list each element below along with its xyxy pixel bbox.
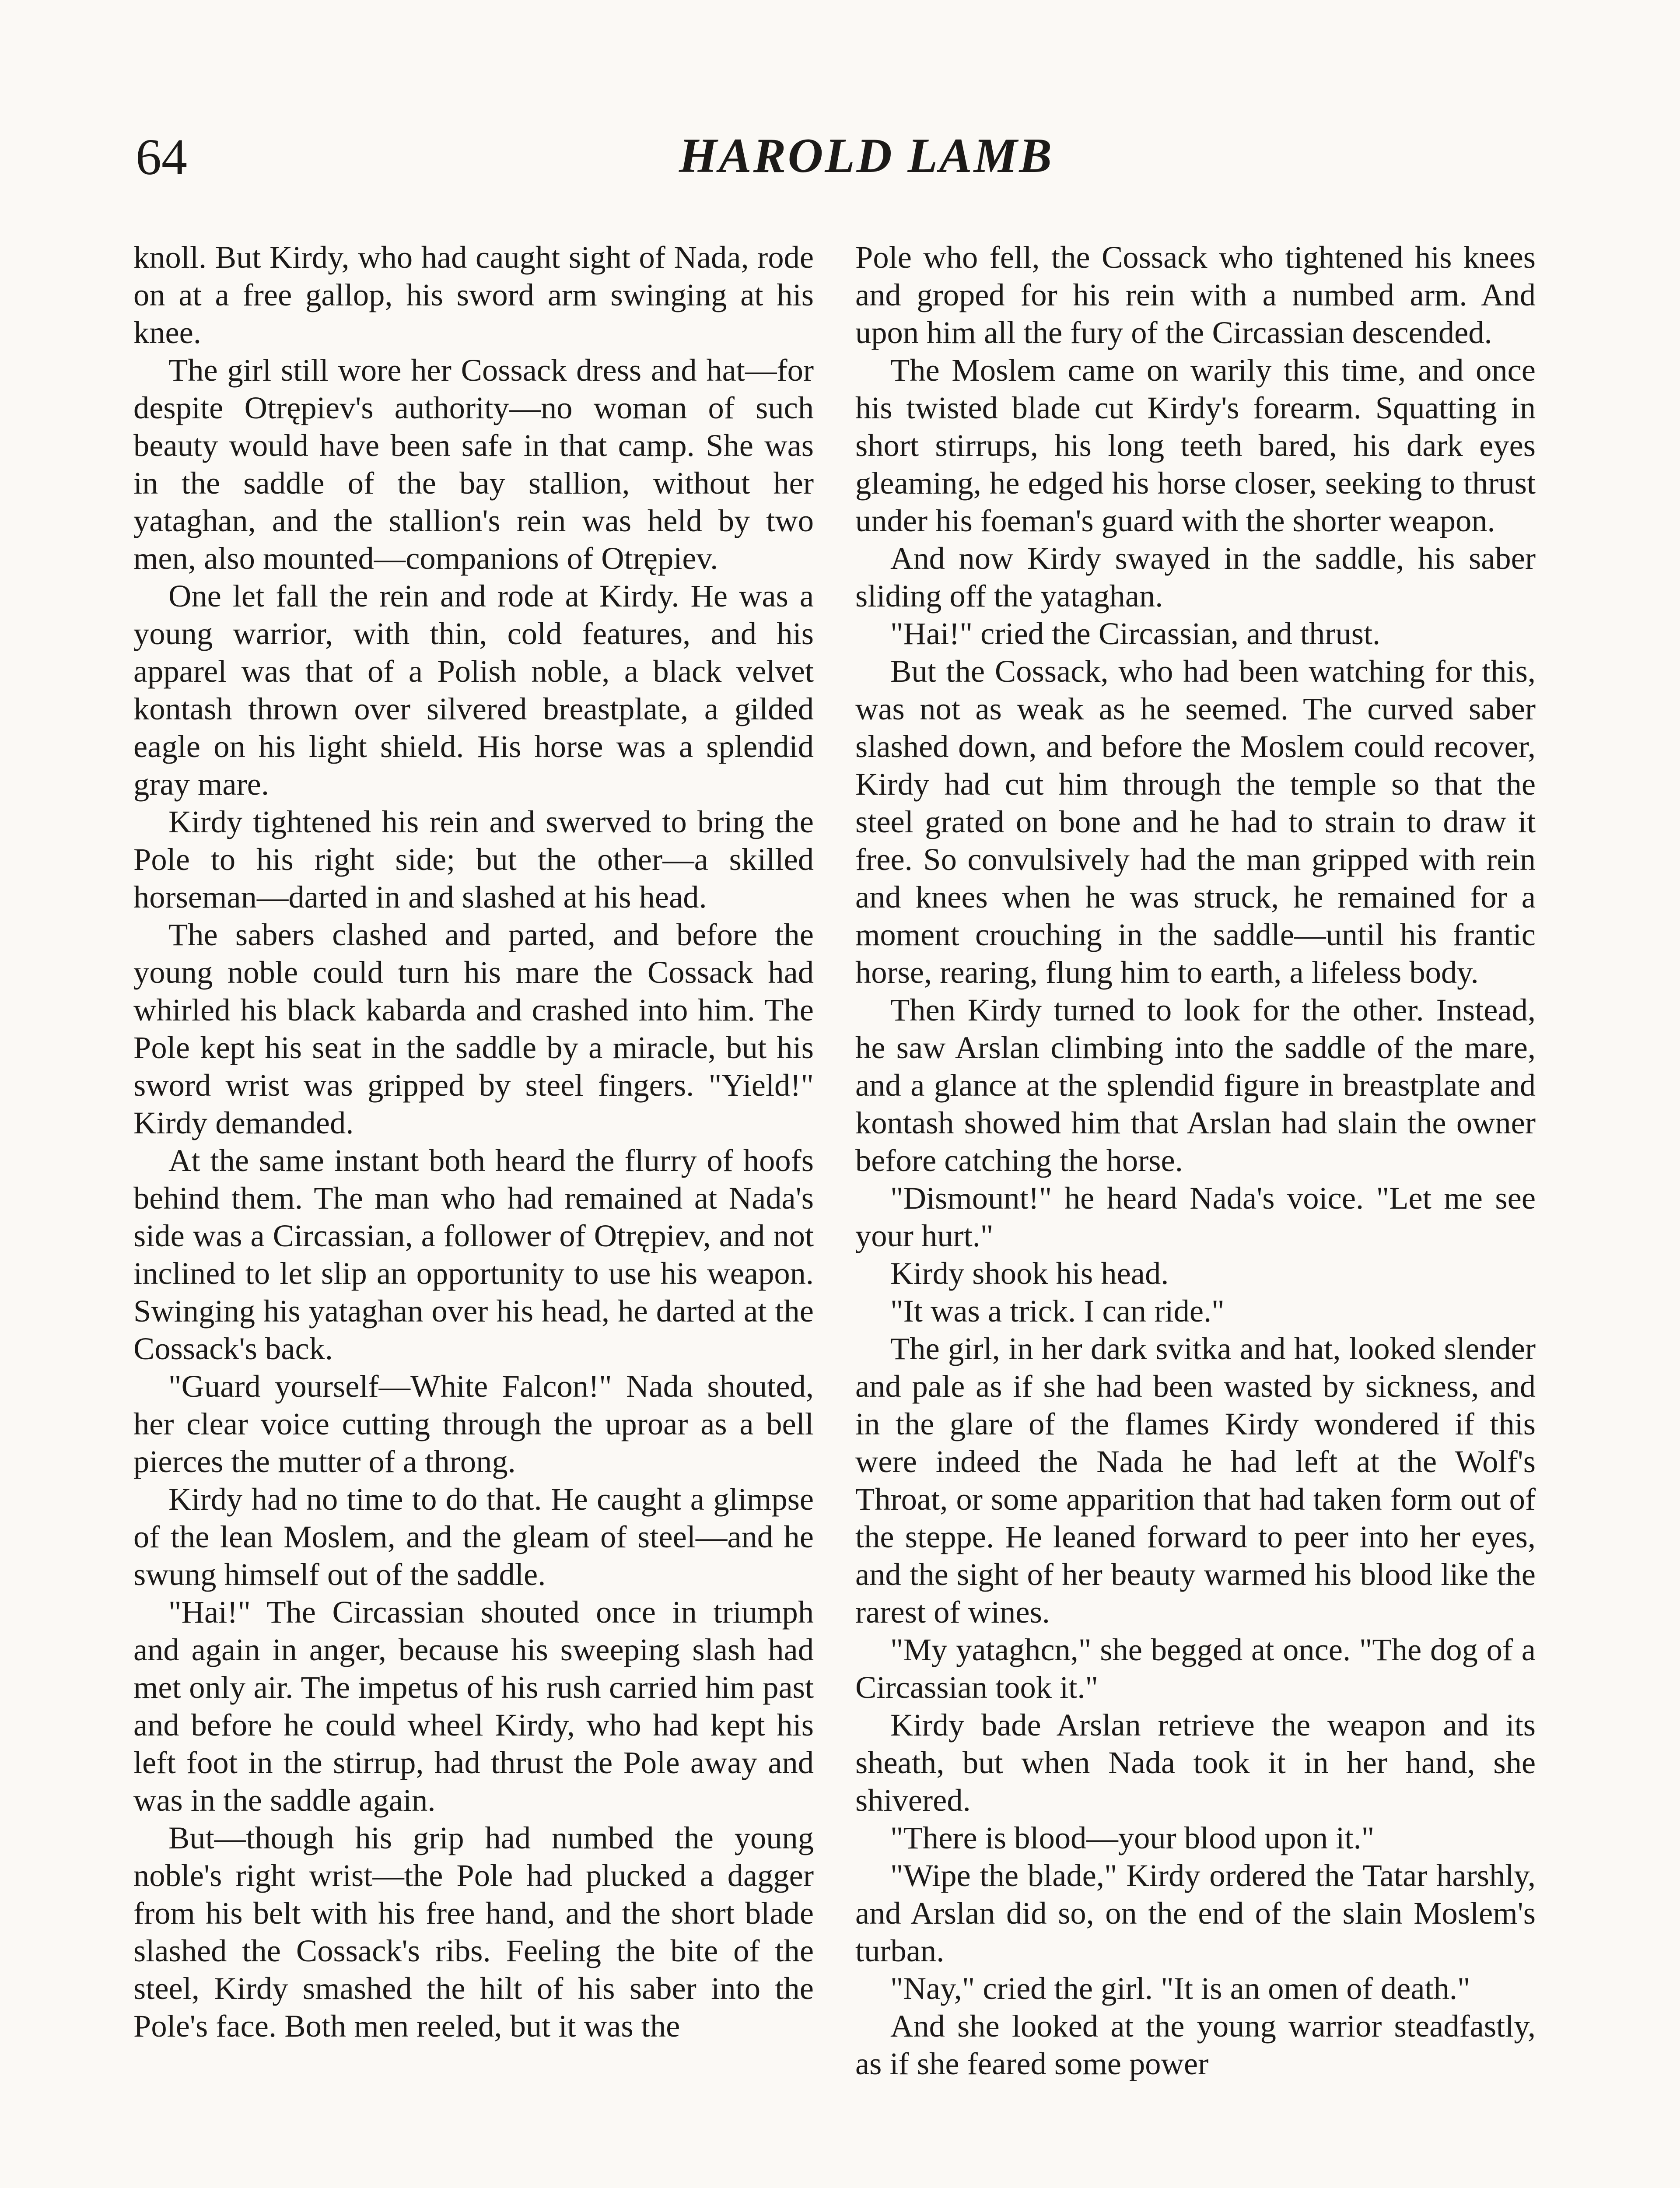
paragraph: The girl still wore her Cossack dress and hat—for despite Otrępiev's authority—no woman of such beauty would have been safe in that camp. She was in the saddle of the bay stallion, without her yataghan, and the stallion's rein was held by two men, also mounted—companions of Otrępiev. <box>133 352 814 576</box>
paragraph: One let fall the rein and rode at Kirdy. He was a young warrior, with thin, cold features, and his apparel was that of a Polish noble, a black velvet kontash thrown over silvered breastplate, a gilded eagle on his light shield. His horse was a splendid gray mare. <box>133 578 814 802</box>
paragraph: "There is blood—your blood upon it." <box>890 1820 1375 1855</box>
paragraph: "Hai!" The Circassian shouted once in triumph and again in anger, because his sweeping slash had met only air. The impetus of his rush carried him past and before he could wheel Kirdy, who had kept his left foot in the stirrup, had thrust the Pole away and was in the saddle again. <box>133 1594 814 1818</box>
paragraph: Pole who fell, the Cossack who tightened his knees and groped for his rein with a numbed arm. And upon him all the fury of the Circassian descended. <box>855 239 1536 350</box>
paragraph: The girl, in her dark svitka and hat, looked slender and pale as if she had been wasted by sickness, and in the glare of the flames Kirdy wondered if this were indeed the Nada he had left at the Wolf's Throat, or some apparition that had taken form out of the steppe. He leaned forward to peer into her eyes, and the sight of her beauty warmed his blood like the rarest of wines. <box>855 1331 1536 1630</box>
paragraph: The sabers clashed and parted, and before the young noble could turn his mare the Cossack had whirled his black kabarda and crashed into him. The Pole kept his seat in the saddle by a miracle, but his sword wrist was gripped by steel fingers. "Yield!" Kirdy demanded. <box>133 917 814 1140</box>
running-head-title: HAROLD LAMB <box>679 129 1054 183</box>
paragraph: "Guard yourself—White Falcon!" Nada shouted, her clear voice cutting through the uproar as a bell pierces the mutter of a throng. <box>133 1368 814 1479</box>
left-column <box>133 238 814 2045</box>
paragraph: "My yataghcn," she begged at once. "The dog of a Circassian took it." <box>855 1632 1536 1705</box>
paragraph: "It was a trick. I can ride." <box>890 1293 1225 1329</box>
paragraph: Kirdy tightened his rein and swerved to bring the Pole to his right side; but the other—a skilled horseman—darted in and slashed at his head. <box>133 804 814 915</box>
paragraph: But the Cossack, who had been watching for this, was not as weak as he seemed. The curved saber slashed down, and before the Moslem could recover, Kirdy had cut him through the temple so that the steel grated on bone and he had to strain to draw it free. So convulsively had the man gripped with rein and knees when he was struck, he remained for a moment crouching in the saddle—until his frantic horse, rearing, flung him to earth, a lifeless body. <box>855 653 1536 990</box>
paragraph: Kirdy had no time to do that. He caught a glimpse of the lean Moslem, and the gleam of steel—and he swung himself out of the saddle. <box>133 1481 814 1592</box>
paragraph: But—though his grip had numbed the young noble's right wrist—the Pole had plucked a dagger from his belt with his free hand, and the short blade slashed the Cossack's ribs. Feeling the bite of the steel, Kirdy smashed the hilt of his saber into the Pole's face. Both men reeled, but it was the <box>133 1820 814 2044</box>
paragraph: Kirdy bade Arslan retrieve the weapon and its sheath, but when Nada took it in her hand, she shivered. <box>855 1707 1536 1818</box>
paragraph: Then Kirdy turned to look for the other. Instead, he saw Arslan climbing into the saddle of the mare, and a glance at the splendid figure in breastplate and kontash showed him that Arslan had slain the owner before catching the horse. <box>855 992 1536 1178</box>
paragraph: And she looked at the young warrior steadfastly, as if she feared some power <box>855 2008 1536 2081</box>
paragraph: "Dismount!" he heard Nada's voice. "Let me see your hurt." <box>855 1180 1536 1253</box>
paragraph: The Moslem came on warily this time, and once his twisted blade cut Kirdy's forearm. Squatting in short stirrups, his long teeth bared, his dark eyes gleaming, he edged his horse closer, seeking to thrust under his foeman's guard with the shorter weapon. <box>855 352 1536 538</box>
paragraph: knoll. But Kirdy, who had caught sight of Nada, rode on at a free gallop, his sword arm swinging at his knee. <box>133 239 814 350</box>
right-column <box>855 238 1536 2083</box>
paragraph: "Hai!" cried the Circassian, and thrust. <box>890 616 1381 651</box>
paragraph: "Wipe the blade," Kirdy ordered the Tatar harshly, and Arslan did so, on the end of the slain Moslem's turban. <box>855 1858 1536 1968</box>
paragraph: Kirdy shook his head. <box>890 1255 1169 1291</box>
paragraph: And now Kirdy swayed in the saddle, his saber sliding off the yataghan. <box>855 540 1536 614</box>
page-number: 64 <box>136 128 187 186</box>
paragraph: At the same instant both heard the flurry of hoofs behind them. The man who had remained at Nada's side was a Circassian, a follower of Otrępiev, and not inclined to let slip an opportunity to use his weapon. Swinging his yataghan over his head, he darted at the Cossack's back. <box>133 1143 814 1366</box>
paragraph: "Nay," cried the girl. "It is an omen of death." <box>890 1971 1470 2006</box>
